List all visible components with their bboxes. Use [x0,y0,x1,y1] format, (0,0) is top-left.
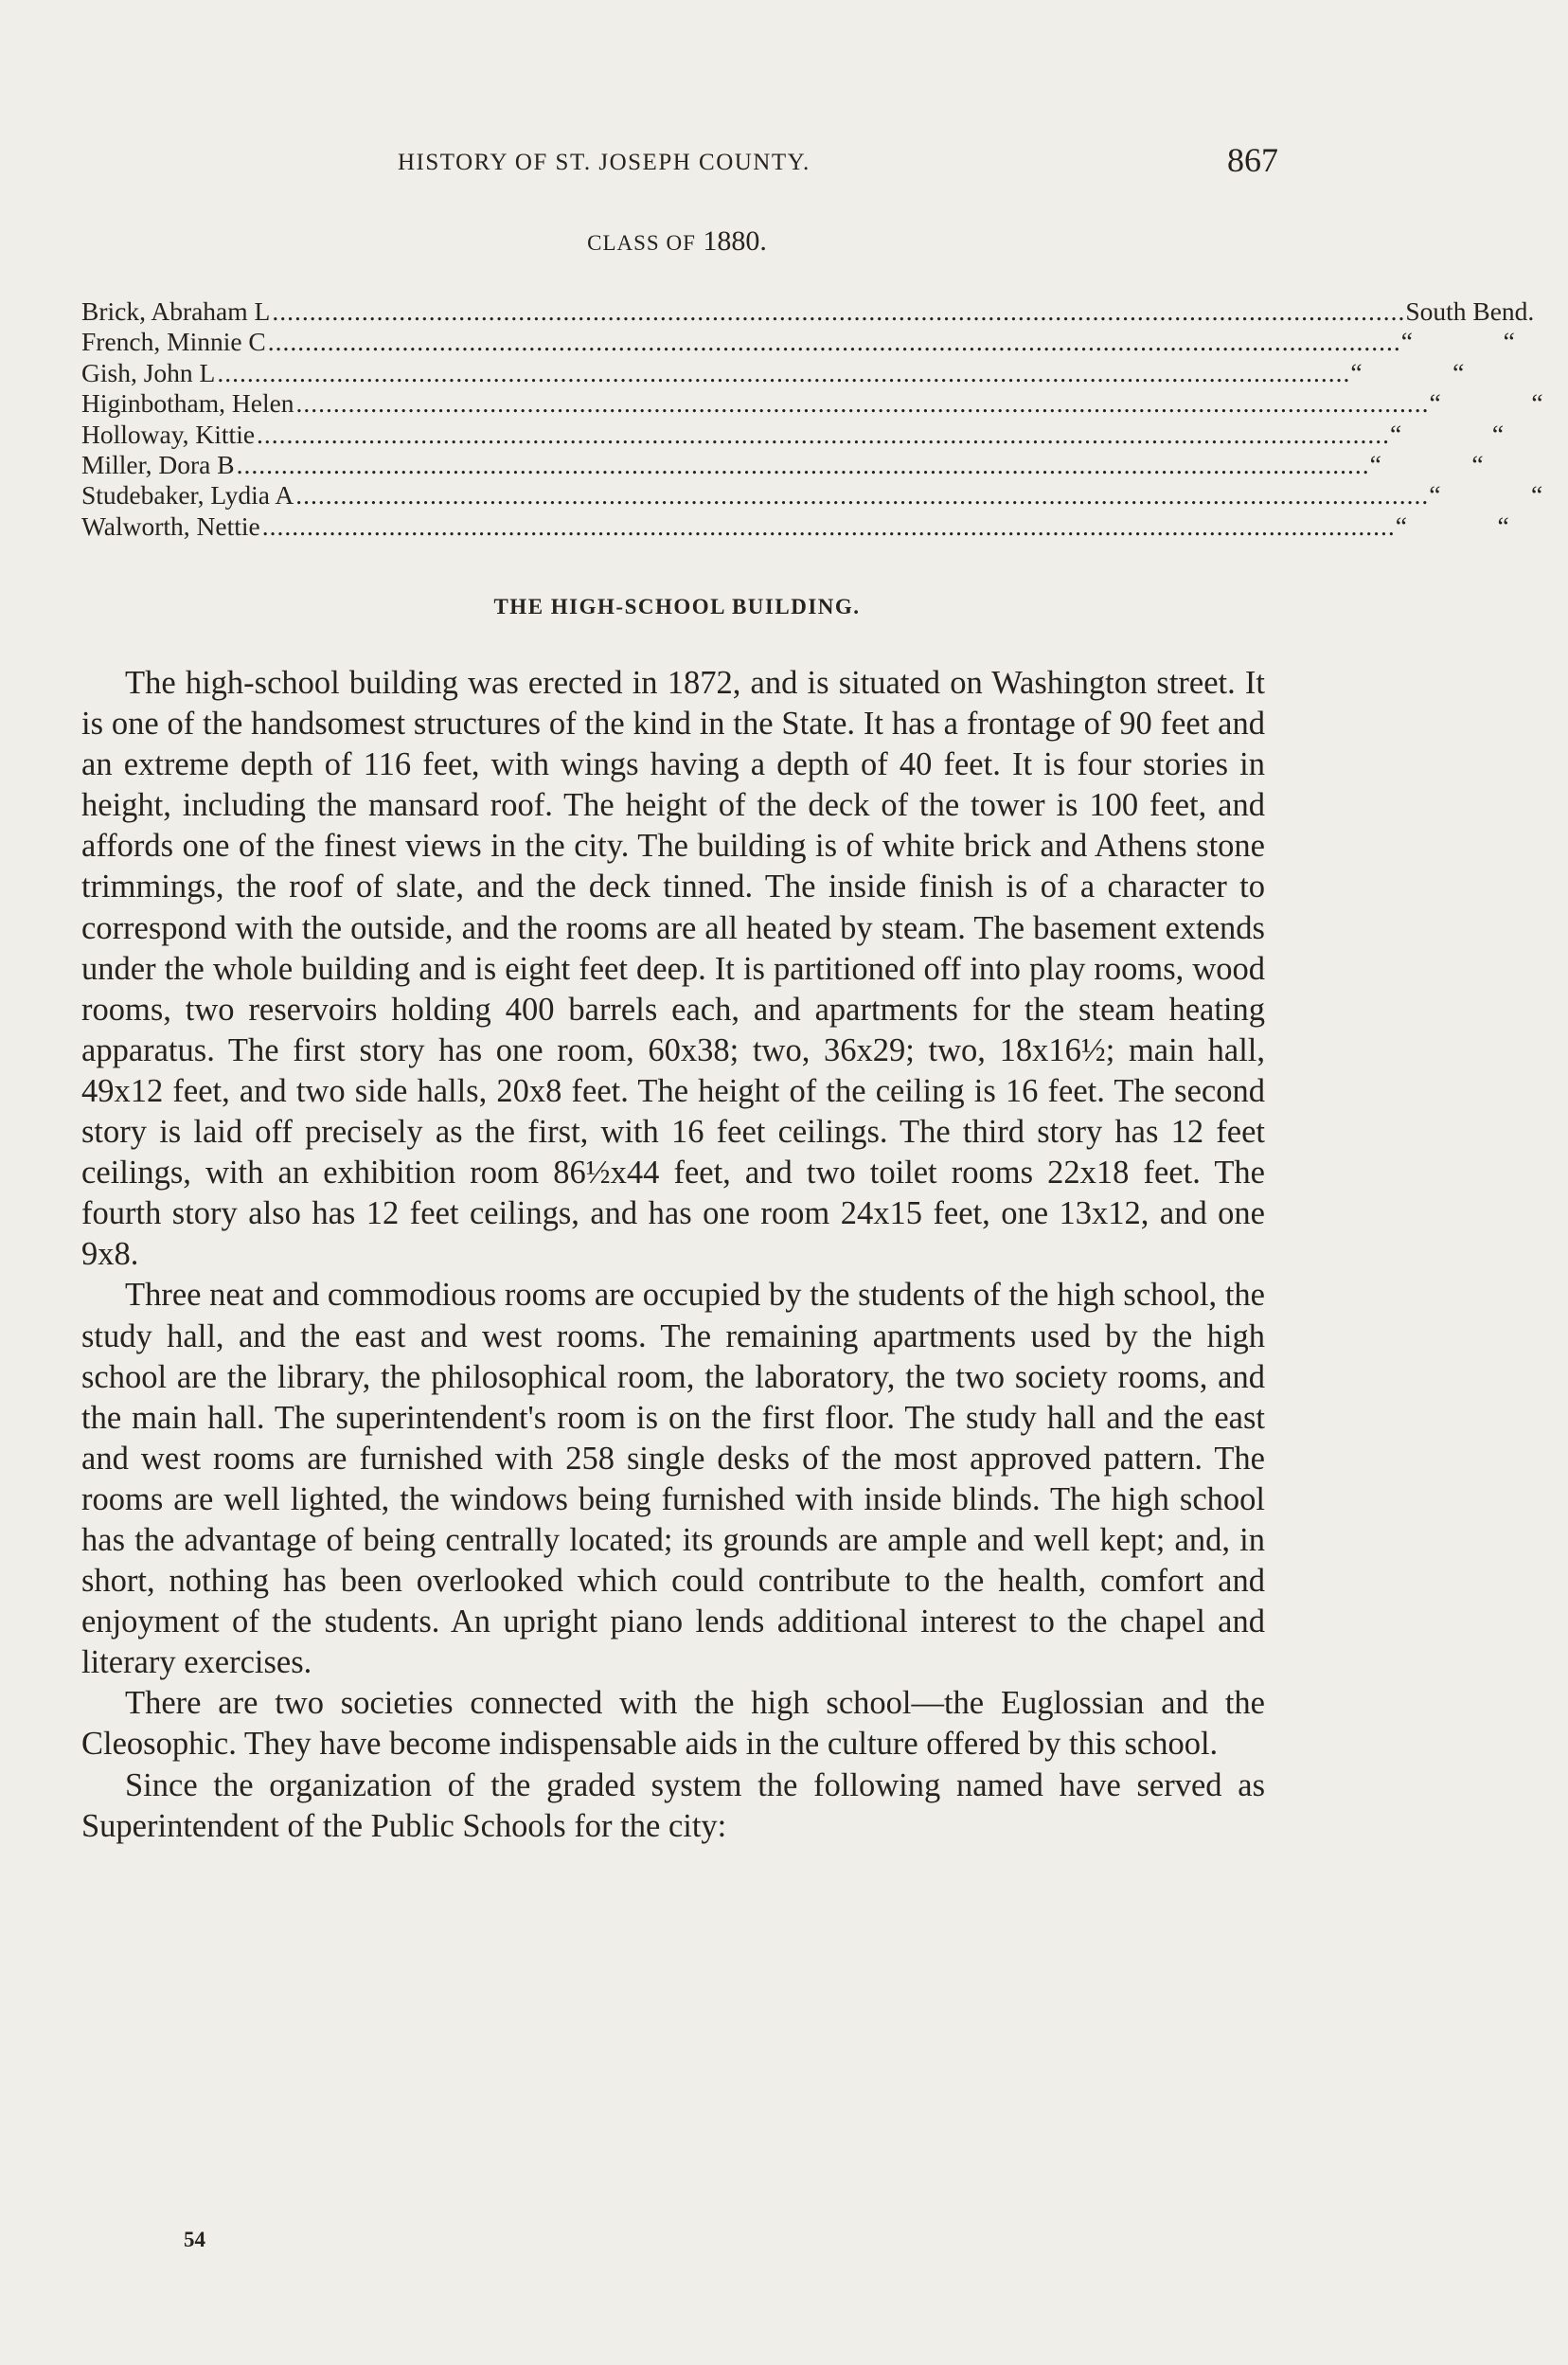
roster-entry [81,419,1505,450]
paragraph: There are two societies connected with the high school—the Euglossian and the Cleosophic. They have become indispensable aids in the culture offered by this school. [81,1685,1265,1763]
leader-dots: ........................................................................................................................................................ [272,296,1406,326]
class-heading-year: 1880. [703,225,767,257]
class-heading [0,225,1354,258]
ditto-marks: “ “ [1369,450,1484,480]
student-name: Higinbotham, Helen [81,388,294,419]
student-name: Holloway, Kittie [81,419,256,449]
roster-entry [81,511,1509,542]
leader-dots: ........................................................................................................................................................ [295,388,1430,419]
section-heading: THE HIGH-SCHOOL BUILDING. [493,595,861,618]
leader-dots: ........................................................................................................................................................ [295,480,1430,511]
student-roster [81,296,1543,542]
leader-dots: ........................................................................................................................................................ [261,511,1396,541]
leader-dots: ........................................................................................................................................................ [236,450,1370,480]
ditto-marks: “ “ [1390,419,1505,449]
leader-dots: ........................................................................................................................................................ [217,357,1351,387]
ditto-marks: “ “ [1429,388,1543,419]
paragraph: Three neat and commodious rooms are occupied by the students of the high school, the study hall, and the east and west rooms. The remaining apartments used by the high school are the library, the philosophical room, the laboratory, the two society rooms, and the main hall. The superintendent's room is on the first floor. The study hall and the east and west rooms are furnished with 258 single desks of the most approved pattern. The rooms are well lighted, the windows being furnished with inside blinds. The high school has the advantage of being centrally located; its grounds are ample and well kept; and, in short, nothing has been overlooked which could contribute to the health, comfort and enjoyment of the students. An upright piano lends additional interest to the chapel and literary exercises. [81,1277,1265,1681]
ditto-marks: “ “ [1350,357,1465,387]
student-name: Gish, John L [81,357,216,387]
ditto-marks: “ “ [1395,511,1509,541]
running-title: HISTORY OF ST. JOSEPH COUNTY. [398,150,811,175]
student-name: Walworth, Nettie [81,511,260,541]
roster-entry [81,388,1543,419]
student-name: French, Minnie C [81,327,266,357]
roster-entry [81,450,1484,480]
class-heading-label: CLASS OF [587,231,696,255]
student-name: Brick, Abraham L [81,296,271,326]
paragraph: The high-school building was erected in 1872, and is situated on Washington street. It is one of the handsomest structures of the kind in the State. It has a frontage of 90 feet and an extreme depth of 116 feet, with wings having a depth of 40 feet. It is four stories in height, including the mansard roof. The height of the deck of the tower is 100 feet, and affords one of the finest views in the city. The building is of white brick and Athens stone trimmings, the roof of slate, and the deck tinned. The inside finish is of a character to correspond with the outside, and the rooms are all heated by steam. The basement extends under the whole building and is eight feet deep. It is partitioned off into play rooms, wood rooms, two reservoirs holding 400 barrels each, and apartments for the steam heating apparatus. The first story has one room, 60x38; two, 36x29; two, 18x16½; main hall, 49x12 feet, and two side halls, 20x8 feet. The height of the ceiling is 16 feet. The second story is laid off precisely as the first, with 16 feet ceilings. The third story has 12 feet ceilings, with an exhibition room 86½x44 feet, and two toilet rooms 22x18 feet. The fourth story also has 12 feet ceilings, and has one room 24x15 feet, one 13x12, and one 9x8. [81,665,1265,1273]
body-text [81,663,1265,1847]
roster-entry [81,480,1543,511]
leader-dots: ........................................................................................................................................................ [267,327,1401,357]
signature-mark: 54 [184,2228,205,2251]
roster-entry [81,327,1515,357]
paragraph: Since the organization of the graded system the following named have served as Superintendent of the Public Schools for the city: [81,1766,1265,1844]
roster-entry [81,296,1535,327]
student-name: Miller, Dora B [81,450,235,480]
ditto-marks: “ “ [1429,480,1543,511]
student-location: South Bend. [1405,296,1535,326]
student-name: Studebaker, Lydia A [81,480,294,511]
leader-dots: ........................................................................................................................................................ [257,419,1391,449]
page-number: 867 [1227,141,1278,179]
roster-entry [81,357,1465,388]
ditto-marks: “ “ [1400,327,1515,357]
